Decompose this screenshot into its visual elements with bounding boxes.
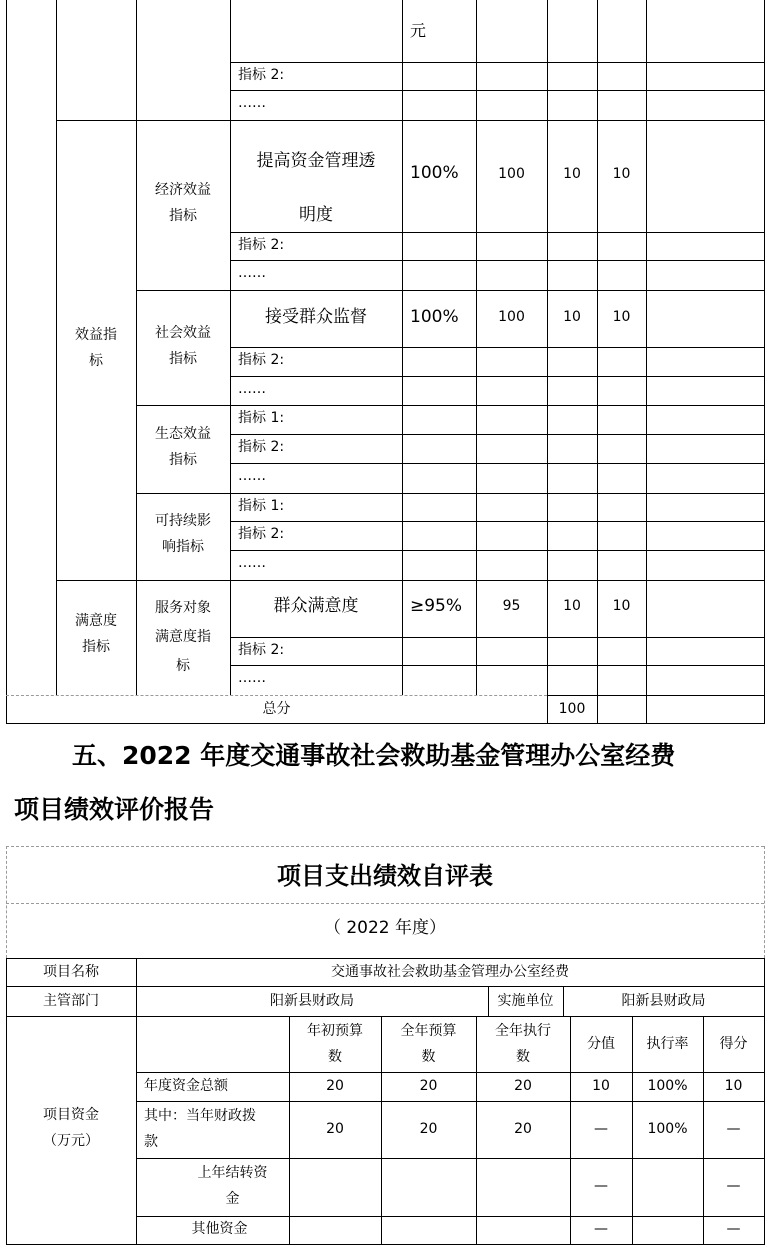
- table-year: （ 2022 年度）: [323, 918, 447, 938]
- row-total-score: 10: [724, 1078, 743, 1094]
- indicator-2-label: 指标 2:: [238, 67, 285, 83]
- economic-benefit-label: 经济效益 指标: [155, 182, 211, 224]
- row-other-label: 其他资金: [191, 1221, 248, 1237]
- header-initial-budget: 年初预算 数: [307, 1023, 363, 1065]
- header-annual-budget: 全年预算 数: [400, 1023, 457, 1065]
- header-score: 得分: [719, 1036, 748, 1052]
- header-annual-exec: 全年执行 数: [495, 1023, 551, 1065]
- social-indicator: 接受群众监督: [265, 307, 367, 327]
- row-fiscal-annual: 20: [419, 1121, 438, 1137]
- service-ellipsis: ……: [238, 670, 266, 686]
- row-fiscal-weight: —: [594, 1121, 608, 1137]
- project-name-value: 交通事故社会救助基金管理办公室经费: [331, 964, 569, 980]
- project-name-label: 项目名称: [43, 964, 99, 980]
- section-heading-line2: 项目绩效评价报告: [14, 795, 215, 824]
- row-carryover-label: 上年结转资 金: [197, 1165, 268, 1207]
- economic-ellipsis: ……: [238, 265, 266, 281]
- header-weight: 分值: [587, 1036, 615, 1052]
- row-total-weight: 10: [592, 1078, 610, 1094]
- service-actual: 95: [502, 598, 521, 614]
- unit-cell: 元: [410, 21, 427, 40]
- row-other-weight: —: [594, 1221, 608, 1237]
- total-value: 100: [558, 701, 586, 717]
- social-score: 10: [612, 309, 631, 325]
- row-total-initial: 20: [326, 1078, 344, 1094]
- service-satisfaction-label: 服务对象 满意度指 标: [155, 600, 211, 674]
- dept-value: 阳新县财政局: [270, 993, 354, 1009]
- satisfaction-category-label: 满意度 指标: [75, 613, 117, 655]
- row-fiscal-rate: 100%: [647, 1121, 688, 1137]
- ecological-indicator-1: 指标 1:: [238, 410, 285, 426]
- sustainable-indicator-1: 指标 1:: [238, 498, 285, 514]
- impl-label: 实施单位: [497, 993, 554, 1009]
- social-indicator-2: 指标 2:: [238, 352, 285, 368]
- service-indicator-2: 指标 2:: [238, 642, 285, 658]
- header-exec-rate: 执行率: [646, 1036, 689, 1052]
- economic-score: 10: [612, 166, 631, 182]
- service-score: 10: [612, 598, 631, 614]
- ecological-ellipsis: ……: [238, 468, 266, 484]
- economic-weight: 10: [563, 166, 581, 182]
- row-fiscal-exec: 20: [514, 1121, 532, 1137]
- funds-label: 项目资金 （万元）: [43, 1107, 99, 1149]
- dept-label: 主管部门: [43, 993, 99, 1009]
- row-fiscal-label: 其中：当年财政拨 款: [144, 1108, 256, 1150]
- row-fiscal-score: —: [726, 1121, 741, 1137]
- sustainable-ellipsis: ……: [238, 555, 266, 571]
- service-weight: 10: [563, 598, 581, 614]
- social-ellipsis: ……: [238, 381, 266, 397]
- social-benefit-label: 社会效益 指标: [155, 325, 211, 367]
- row-other-score: —: [726, 1221, 741, 1237]
- ecological-indicator-2: 指标 2:: [238, 439, 285, 455]
- social-actual: 100: [498, 309, 525, 325]
- economic-actual: 100: [498, 166, 525, 182]
- total-label: 总分: [262, 701, 291, 717]
- impl-value: 阳新县财政局: [621, 993, 706, 1009]
- row-carryover-score: —: [726, 1178, 741, 1194]
- row-carryover-weight: —: [594, 1178, 608, 1194]
- row-total-exec: 20: [514, 1078, 532, 1094]
- sustainable-impact-label: 可持续影 响指标: [155, 513, 211, 555]
- service-target: ≥95%: [410, 596, 463, 616]
- sustainable-indicator-2: 指标 2:: [238, 526, 285, 542]
- effect-category-label: 效益指 标: [75, 327, 117, 369]
- social-weight: 10: [563, 309, 581, 325]
- economic-indicator: 提高资金管理透 明度: [256, 151, 376, 225]
- row-total-label: 年度资金总额: [144, 1078, 228, 1094]
- row-fiscal-initial: 20: [326, 1121, 344, 1137]
- economic-target: 100%: [410, 163, 459, 183]
- social-target: 100%: [410, 307, 459, 327]
- section-heading-line1: 五、2022 年度交通事故社会救助基金管理办公室经费: [72, 741, 676, 770]
- ellipsis-cell: ……: [238, 95, 266, 111]
- service-indicator: 群众满意度: [273, 596, 359, 616]
- economic-indicator-2: 指标 2:: [238, 237, 285, 253]
- row-total-annual: 20: [419, 1078, 438, 1094]
- ecological-benefit-label: 生态效益 指标: [155, 426, 211, 468]
- table-title: 项目支出绩效自评表: [277, 862, 493, 890]
- row-total-rate: 100%: [647, 1078, 688, 1094]
